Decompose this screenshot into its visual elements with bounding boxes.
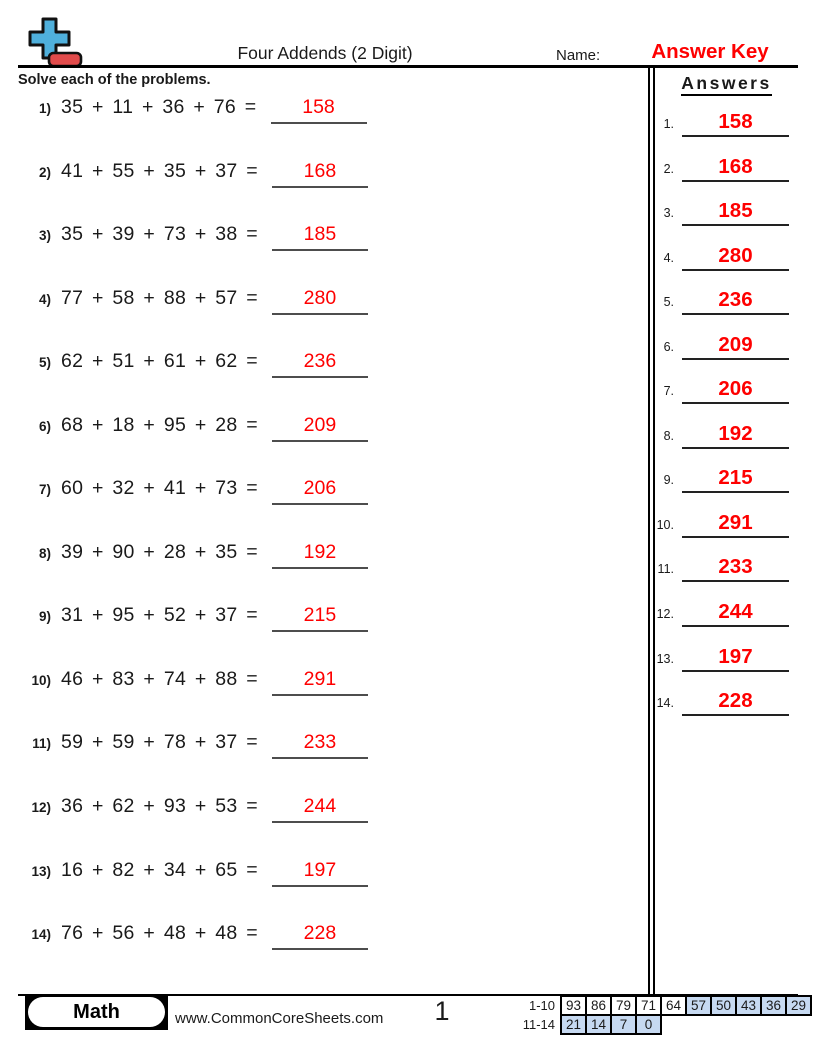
answer-number: 10. — [656, 517, 674, 532]
answers-header — [655, 73, 798, 94]
score-cell: 50 — [711, 996, 736, 1015]
answer-number: 2. — [663, 161, 674, 176]
problem-answer-value: 158 — [302, 96, 335, 118]
score-cell: 86 — [586, 996, 611, 1015]
answer-number: 8. — [663, 428, 674, 443]
answer-value: 291 — [718, 510, 753, 534]
answer-blank — [682, 645, 789, 672]
answer-row — [652, 230, 798, 275]
problem-answer-blank — [272, 350, 368, 378]
problem-answer-blank — [272, 223, 368, 251]
score-table-row — [505, 1015, 811, 1034]
problem-expression: 60 + 32 + 41 + 73 = — [61, 477, 258, 500]
answer-value: 158 — [718, 110, 753, 133]
answer-blank — [682, 466, 789, 493]
answer-row — [652, 675, 798, 720]
answer-value: 280 — [718, 243, 753, 267]
problem-expression: 68 + 18 + 95 + 28 = — [61, 413, 258, 436]
answer-number: 4. — [663, 250, 674, 265]
score-range-label: 11-14 — [505, 1015, 561, 1034]
answer-blank — [682, 377, 789, 404]
score-cell: 93 — [561, 996, 586, 1015]
problem-number: 7) — [38, 482, 51, 498]
problem-row — [18, 223, 643, 287]
problem-expression: 59 + 59 + 78 + 37 = — [61, 731, 258, 754]
answer-row — [652, 96, 798, 141]
answer-blank — [682, 288, 789, 315]
problem-number: 14) — [31, 927, 51, 943]
header-divider — [18, 65, 798, 68]
problem-answer-blank — [272, 604, 368, 632]
answer-blank — [682, 689, 789, 716]
answer-number: 5. — [663, 295, 674, 310]
answer-value: 209 — [718, 332, 753, 356]
problem-answer-value: 215 — [303, 604, 337, 627]
worksheet-title: Four Addends (2 Digit) — [237, 43, 413, 63]
problem-expression: 77 + 58 + 88 + 57 = — [61, 286, 258, 309]
score-cell: 64 — [661, 996, 686, 1015]
problem-number: 5) — [38, 355, 51, 371]
problem-row — [18, 541, 643, 605]
answer-value: 168 — [718, 154, 753, 178]
answer-row — [652, 319, 798, 364]
problem-answer-blank — [272, 477, 368, 505]
score-cell: 36 — [761, 996, 786, 1015]
problem-expression: 41 + 55 + 35 + 37 = — [61, 159, 258, 182]
problem-expression: 35 + 39 + 73 + 38 = — [61, 223, 258, 246]
problem-number: 2) — [38, 164, 51, 180]
answer-number: 3. — [663, 206, 674, 221]
problem-row — [18, 477, 643, 541]
answer-key-list — [652, 96, 798, 720]
answer-blank — [682, 600, 789, 627]
problem-number: 8) — [38, 545, 51, 561]
problem-row — [18, 731, 643, 795]
score-cell: 79 — [611, 996, 636, 1015]
answer-key-text: Answer Key — [651, 40, 769, 63]
answer-number: 14. — [656, 696, 674, 711]
problem-answer-blank — [272, 414, 368, 442]
answer-blank — [682, 511, 789, 538]
answer-row — [652, 141, 798, 186]
score-cell: 7 — [611, 1015, 636, 1034]
problem-answer-value: 233 — [303, 731, 337, 754]
score-table-row — [505, 996, 811, 1015]
problem-answer-value: 168 — [303, 159, 337, 182]
instructions-text: Solve each of the problems. — [18, 72, 211, 88]
answer-blank — [682, 555, 789, 582]
problem-answer-blank — [272, 287, 368, 315]
answer-row — [652, 363, 798, 408]
problem-answer-blank — [272, 922, 368, 950]
problem-answer-value: 192 — [303, 540, 337, 563]
problem-number: 11) — [32, 736, 51, 752]
problem-answer-blank — [272, 859, 368, 887]
problem-answer-value: 280 — [303, 286, 337, 309]
answer-blank — [682, 199, 789, 226]
subject-label: Math — [28, 997, 165, 1027]
answers-header-label: Answers — [681, 73, 771, 96]
answer-value: 206 — [718, 377, 753, 401]
problem-number: 12) — [31, 800, 51, 816]
answer-row — [652, 586, 798, 631]
problem-answer-value: 244 — [303, 795, 337, 818]
answer-row — [652, 452, 798, 497]
answer-row — [652, 497, 798, 542]
problem-number: 1) — [38, 101, 51, 116]
name-label: Name: — [556, 47, 601, 64]
answer-value: 215 — [718, 466, 753, 490]
problem-answer-value: 209 — [303, 413, 337, 436]
answer-value: 244 — [718, 600, 753, 624]
problem-row — [18, 160, 643, 224]
problem-answer-value: 185 — [303, 223, 337, 246]
problem-row — [18, 604, 643, 668]
answer-blank — [682, 333, 789, 360]
problem-answer-value: 236 — [303, 350, 337, 373]
score-cell: 71 — [636, 996, 661, 1015]
score-cell: 0 — [636, 1015, 661, 1034]
problem-answer-value: 291 — [303, 667, 337, 690]
problem-row — [18, 922, 643, 986]
answer-blank — [682, 110, 789, 137]
problem-answer-value: 206 — [303, 477, 337, 500]
problem-row — [18, 287, 643, 351]
problem-row — [18, 859, 643, 923]
problem-expression: 35 + 11 + 36 + 76 = — [61, 96, 257, 118]
answer-value: 185 — [718, 199, 753, 223]
problem-answer-blank — [272, 541, 368, 569]
score-cell: 21 — [561, 1015, 586, 1034]
answer-row — [652, 631, 798, 676]
problem-expression: 76 + 56 + 48 + 48 = — [61, 922, 258, 945]
problem-row — [18, 96, 643, 160]
problem-number: 9) — [38, 609, 51, 625]
problem-answer-blank — [271, 96, 367, 124]
answer-row — [652, 185, 798, 230]
problem-row — [18, 414, 643, 478]
problem-number: 10) — [31, 672, 51, 688]
problem-answer-blank — [272, 731, 368, 759]
answer-blank — [682, 422, 789, 449]
score-cell: 14 — [586, 1015, 611, 1034]
problem-row — [18, 350, 643, 414]
problem-number: 6) — [38, 418, 51, 434]
problem-expression: 62 + 51 + 61 + 62 = — [61, 350, 258, 373]
answer-number: 13. — [656, 651, 674, 666]
answer-number: 9. — [663, 473, 674, 488]
score-range-label: 1-10 — [505, 996, 561, 1015]
website-text: www.CommonCoreSheets.com — [175, 1010, 384, 1027]
subject-badge — [25, 994, 168, 1030]
problem-row — [18, 795, 643, 859]
answer-number: 6. — [663, 339, 674, 354]
problem-row — [18, 668, 643, 732]
problem-expression: 31 + 95 + 52 + 37 = — [61, 604, 258, 627]
score-cell: 43 — [736, 996, 761, 1015]
answer-value: 233 — [718, 555, 753, 579]
answer-value: 192 — [718, 421, 753, 445]
answer-value: 236 — [718, 288, 753, 312]
problem-answer-value: 228 — [303, 922, 337, 945]
problem-answer-blank — [272, 795, 368, 823]
answer-number: 1. — [663, 117, 674, 131]
answer-blank — [682, 155, 789, 182]
answer-value: 228 — [718, 689, 753, 713]
problem-number: 13) — [31, 863, 51, 879]
problem-list — [18, 96, 643, 986]
answer-number: 11. — [657, 562, 674, 577]
page-number: 1 — [434, 996, 450, 1026]
answer-row — [652, 408, 798, 453]
answer-row — [652, 541, 798, 586]
problem-number: 3) — [38, 228, 51, 244]
answer-blank — [682, 244, 789, 271]
answer-number: 7. — [663, 384, 674, 399]
problem-expression: 46 + 83 + 74 + 88 = — [61, 667, 258, 690]
answer-number: 12. — [656, 607, 674, 622]
problem-number: 4) — [38, 291, 51, 307]
problem-expression: 36 + 62 + 93 + 53 = — [61, 795, 258, 818]
answer-row — [652, 274, 798, 319]
problem-expression: 39 + 90 + 28 + 35 = — [61, 540, 258, 563]
problem-answer-blank — [272, 160, 368, 188]
answer-value: 197 — [718, 644, 753, 668]
problem-answer-blank — [272, 668, 368, 696]
score-cell: 29 — [786, 996, 811, 1015]
score-cell: 57 — [686, 996, 711, 1015]
problem-answer-value: 197 — [303, 858, 337, 881]
problem-expression: 16 + 82 + 34 + 65 = — [61, 858, 258, 881]
grading-score-table — [505, 995, 812, 1035]
